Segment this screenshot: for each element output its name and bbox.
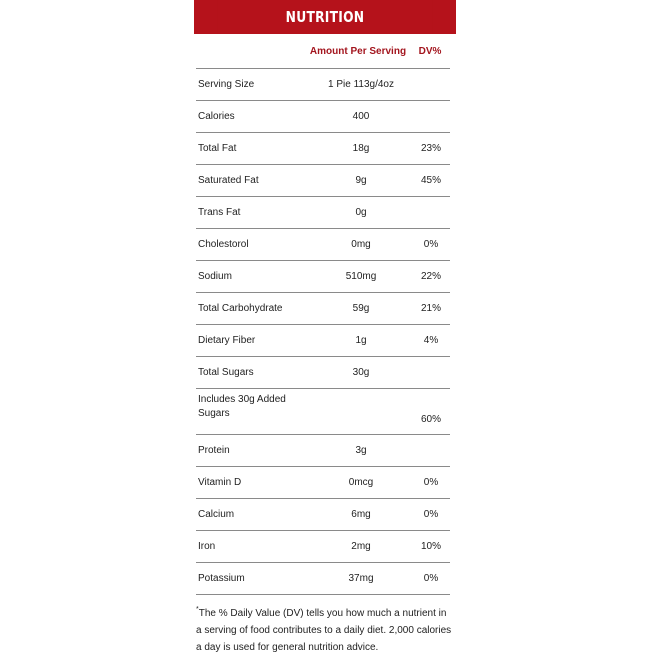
table-row [196, 293, 450, 325]
nutrition-card [194, 0, 456, 656]
amount-per-serving-header: Amount Per Serving [309, 45, 407, 57]
table-row [196, 563, 450, 595]
nutrient-label: Cholestorol [198, 238, 249, 250]
nutrient-amount: 1 Pie 113g/4oz [328, 79, 394, 90]
nutrient-dv: 4% [423, 335, 439, 346]
nutrient-label: Vitamin D [198, 476, 242, 488]
nutrient-label: Total Fat [198, 142, 237, 154]
nutrient-amount: 400 [352, 111, 370, 122]
table-row [196, 261, 450, 293]
table-row [196, 357, 450, 389]
nutrient-label: Iron [198, 540, 216, 552]
nutrient-label: Protein [198, 444, 230, 456]
table-row [196, 467, 450, 499]
table-row [196, 101, 450, 133]
table-row [196, 499, 450, 531]
nutrient-dv: 23% [420, 143, 441, 154]
nutrient-amount: 0mg [351, 239, 371, 250]
nutrient-amount: 30g [352, 367, 370, 378]
nutrient-amount: 59g [352, 303, 370, 314]
table-row [196, 69, 450, 101]
footnote-marker: * [196, 606, 199, 613]
nutrient-label: Potassium [198, 572, 245, 584]
table-row [196, 165, 450, 197]
nutrient-amount: 37mg [348, 573, 374, 584]
nutrient-label: Serving Size [198, 78, 255, 90]
table-row [196, 133, 450, 165]
nutrient-dv: 0% [423, 239, 439, 250]
table-row [196, 435, 450, 467]
nutrient-amount: 510mg [345, 271, 377, 282]
daily-value-footnote [194, 605, 452, 656]
table-row [196, 389, 450, 435]
nutrient-dv: 0% [423, 477, 439, 488]
nutrition-banner [194, 0, 456, 34]
nutrient-dv: 10% [420, 541, 441, 552]
nutrient-dv: 45% [420, 175, 441, 186]
dv-header: DV% [418, 45, 442, 57]
nutrient-label: Total Sugars [198, 366, 254, 378]
nutrient-dv: 0% [423, 509, 439, 520]
nutrient-dv: 60% [420, 414, 441, 425]
nutrition-title: NUTRITION [218, 0, 433, 34]
nutrient-amount: 2mg [351, 541, 371, 552]
nutrient-label: Calories [198, 110, 235, 122]
nutrient-dv: 0% [423, 573, 439, 584]
nutrient-amount: 3g [355, 445, 367, 456]
nutrient-amount: 6mg [351, 509, 371, 520]
table-row [196, 229, 450, 261]
nutrient-label: Calcium [198, 508, 235, 520]
table-row [196, 325, 450, 357]
nutrient-amount: 9g [355, 175, 367, 186]
footnote-text: The % Daily Value (DV) tells you how much a nutrient in a serving of food contributes to a daily diet. 2,000 calories a day is used for general nutrition advice. [196, 608, 452, 653]
nutrient-label: Saturated Fat [198, 174, 259, 186]
nutrient-label: Total Carbohydrate [198, 302, 283, 314]
table-header-row [196, 34, 450, 69]
table-row [196, 531, 450, 563]
nutrient-amount: 0g [355, 207, 367, 218]
nutrient-label: Dietary Fiber [198, 334, 256, 346]
nutrient-dv: 22% [420, 271, 441, 282]
nutrition-table [196, 34, 450, 595]
nutrient-dv: 21% [420, 303, 441, 314]
table-row [196, 197, 450, 229]
nutrient-amount: 0mcg [348, 477, 374, 488]
nutrient-label: Includes 30g Added Sugars [198, 394, 286, 419]
nutrient-label: Sodium [198, 270, 232, 282]
nutrient-label: Trans Fat [198, 206, 241, 218]
nutrient-amount: 1g [355, 335, 367, 346]
nutrient-amount: 18g [352, 143, 370, 154]
